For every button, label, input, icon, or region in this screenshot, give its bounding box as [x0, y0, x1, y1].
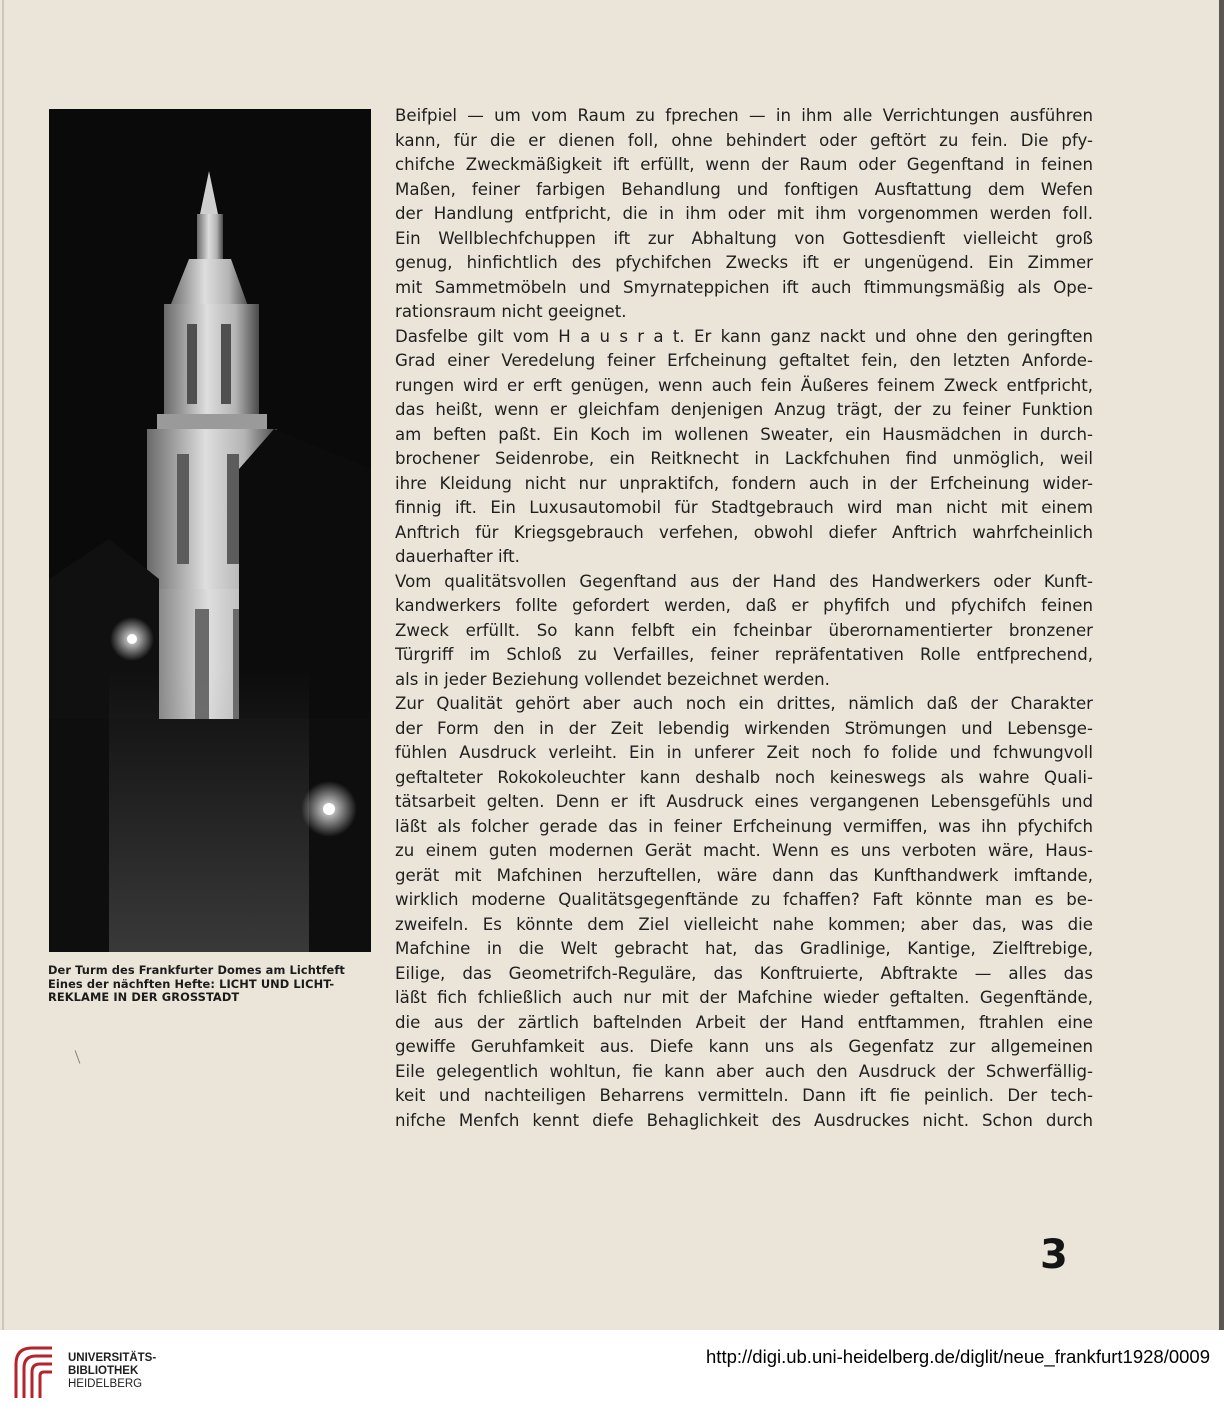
- caption-line: Der Turm des Frankfurter Domes am Lichtfeft: [48, 963, 345, 977]
- body-line: Eile gelegentlich wohltun, fie kann aber auch den Ausdruck der Schwerfällig-: [395, 1061, 1093, 1081]
- body-line: rungen wird er erft genügen, wenn auch fein Äußeres feinem Zweck entfpricht,: [395, 375, 1093, 395]
- caption-line: Eines der nächften Hefte: LICHT UND LICHT-: [48, 976, 335, 991]
- cathedral-tower-photo: [49, 109, 371, 952]
- body-line: Dasfelbe gilt vom H a u s r a t. Er kann ganz nackt und ohne den geringften: [395, 326, 1093, 346]
- body-line: mit Sammetmöbeln und Smyrnateppichen ift auch ftimmungsmäßig als Ope-: [395, 277, 1093, 297]
- permalink-url[interactable]: http://digi.ub.uni-heidelberg.de/diglit/neue_frankfurt1928/0009: [706, 1346, 1210, 1367]
- body-line: nifche Menfch kennt diefe Behaglichkeit des Ausdruckes nicht. Schon durch: [395, 1110, 1093, 1130]
- body-line: Vom qualitätsvollen Gegenftand aus der Hand des Handwerkers oder Kunft-: [395, 571, 1093, 591]
- body-line: keit und nachteiligen Beharrens vermitteln. Dann ift fie peinlich. Der tech-: [395, 1086, 1093, 1105]
- body-line: dauerhafter ift.: [395, 547, 520, 566]
- body-line: chifche Zweckmäßigkeit ift erfüllt, wenn der Raum oder Gegenftand in feinen: [395, 155, 1093, 174]
- body-line: zweifeln. Es könnte dem Ziel vielleicht nahe kommen; aber das, was die: [395, 914, 1093, 934]
- body-line: läßt als folcher gerade das in feiner Erfcheinung vermiffen, was ihn pfychifch: [395, 816, 1093, 836]
- body-line: Maßen, feiner farbigen Behandlung und fonftigen Ausftattung dem Wefen: [395, 179, 1093, 199]
- body-line: gewiffe Geruhfamkeit aus. Diefe kann uns als Gegenfatz zur allgemeinen: [395, 1037, 1093, 1056]
- body-line: Mafchine in die Welt gebracht hat, das Gradlinige, Kantige, Zielftrebige,: [395, 939, 1093, 958]
- body-line: Anftrich für Kriegsgebrauch verfehen, obwohl diefer Anftrich wahrfcheinlich: [395, 522, 1093, 542]
- body-line: die aus der zärtlich baftelnden Arbeit der Hand entftammen, ftrahlen eine: [395, 1012, 1093, 1032]
- institution-name: [68, 1352, 156, 1391]
- body-line: Ein Wellblechfchuppen ift zur Abhaltung von Gottesdienft vielleicht groß: [395, 228, 1093, 248]
- university-library-logo-icon: [12, 1342, 58, 1402]
- body-line: Grad einer Veredelung feiner Erfcheinung geftaltet fein, den letzten Anforde-: [395, 351, 1093, 370]
- body-line: fühlen Ausdruck verleiht. Ein in unferer Zeit noch fo folide und fchwungvoll: [395, 743, 1093, 762]
- body-line: Zur Qualität gehört aber auch noch ein drittes, nämlich daß der Charakter: [395, 694, 1093, 713]
- body-line: kann, für die er dienen foll, ohne behindert oder geftört zu fein. Die pfy-: [395, 130, 1093, 150]
- body-line: finnig ift. Ein Luxusautomobil für Stadtgebrauch wird man nicht mit einem: [395, 498, 1093, 517]
- body-line: brochener Seidenrobe, ein Reitknecht in Lackfchuhen find unmöglich, weil: [395, 449, 1093, 468]
- caption-line: REKLAME IN DER GROSSTADT: [48, 990, 240, 1004]
- body-line: Türgriff im Schloß zu Verfailles, feiner repräfentativen Rolle entfprechend,: [395, 645, 1093, 664]
- body-line: der Handlung entfpricht, die in ihm oder mit ihm vorgenommen werden foll.: [395, 204, 1093, 223]
- body-line: geftalteter Rokokoleuchter kann deshalb noch keineswegs als wahre Quali-: [395, 767, 1093, 787]
- article-body: [395, 104, 1093, 1133]
- body-line: als in jeder Beziehung vollendet bezeichnet werden.: [395, 669, 830, 689]
- body-line: genug, hinfichtlich des pfychifchen Zwecks ift er ungenügend. Ein Zimmer: [395, 253, 1093, 272]
- body-line: das heißt, wenn er gleichfam denjenigen Anzug trägt, der zu feiner Funktion: [395, 400, 1093, 419]
- body-line: tätsarbeit gelten. Denn er ift Ausdruck eines vergangenen Lebensgefühls und: [395, 792, 1093, 811]
- body-line: gerät mit Mafchinen herzuftellen, wäre dann das Kunfthandwerk imftande,: [395, 865, 1093, 885]
- institution-line: HEIDELBERG: [68, 1378, 143, 1390]
- viewer-footer: [0, 1330, 1224, 1420]
- body-line: rationsraum nicht geeignet.: [395, 302, 627, 321]
- body-line: Beifpiel — um vom Raum zu fprechen — in ihm alle Verrichtungen ausführen: [395, 106, 1093, 125]
- body-line: Zweck erfüllt. So kann felbft ein fcheinbar überornamentierter bronzener: [395, 620, 1093, 640]
- institution-line: UNIVERSITÄTS-: [68, 1352, 157, 1364]
- page-gutter: [2, 0, 4, 1330]
- body-line: zu einem guten modernen Gerät macht. Wenn es uns verboten wäre, Haus-: [395, 841, 1093, 860]
- body-line: wirklich moderne Qualitätsgegenftände zu fchaffen? Faft könnte man es be-: [395, 890, 1093, 909]
- page-number: 3: [1040, 1232, 1068, 1278]
- photo-caption: [48, 964, 378, 1005]
- body-line: läßt fich fchließlich auch nur mit der Mafchine wieder geftalten. Gegenftände,: [395, 988, 1093, 1007]
- institution-line: BIBLIOTHEK: [68, 1365, 139, 1377]
- body-line: der Form den in der Zeit lebendig wirkenden Strömungen und Lebensge-: [395, 718, 1093, 738]
- body-line: Eilige, das Geometrifch-Reguläre, das Konftruierte, Abftrakte — alles das: [395, 963, 1093, 983]
- body-line: am beften paßt. Ein Koch im wollenen Sweater, ein Hausmädchen in durch-: [395, 424, 1093, 444]
- body-line: ihre Kleidung nicht nur unpraktifch, fondern auch in der Erfcheinung wider-: [395, 473, 1093, 493]
- body-line: kandwerkers follte gefordert werden, daß er phyfifch und pfychifch feinen: [395, 596, 1093, 615]
- page-edge-shadow: [1219, 0, 1224, 1330]
